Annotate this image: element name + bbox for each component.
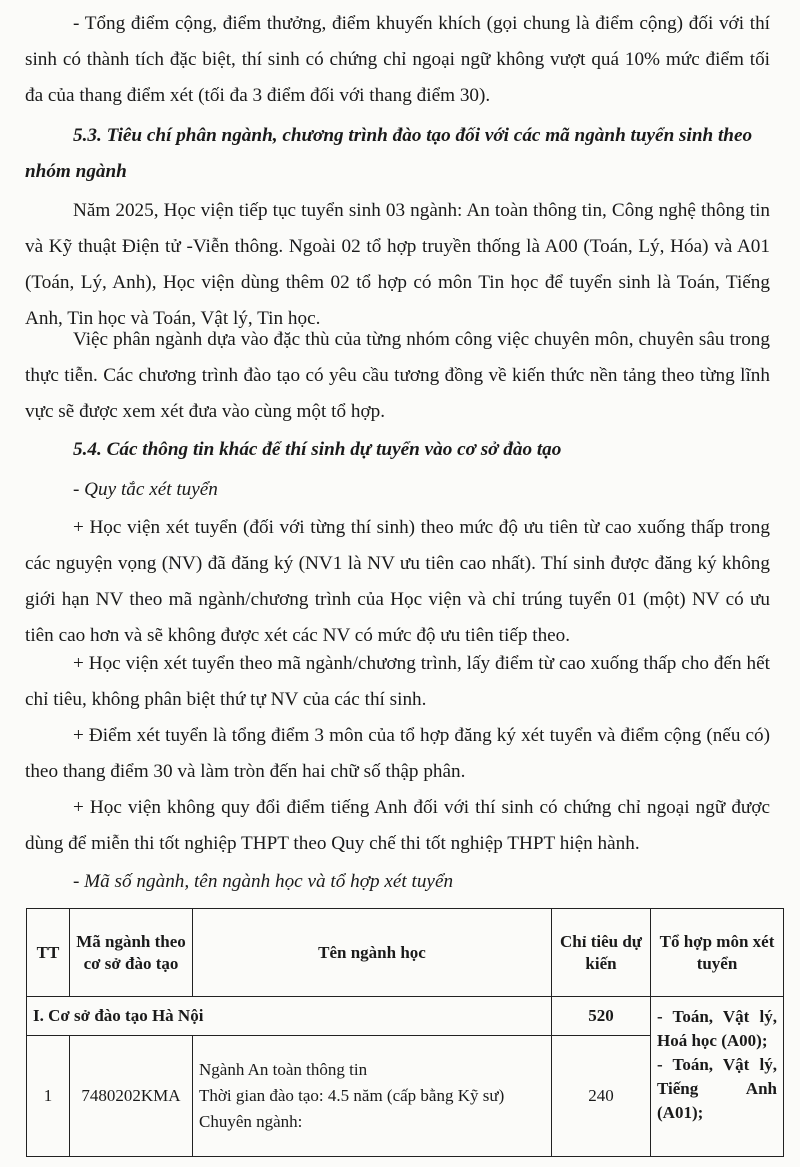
training-duration-line: Thời gian đào tạo: 4.5 năm (cấp bằng Kỹ sư) (199, 1086, 505, 1105)
header-tt: TT (27, 909, 70, 997)
header-quota: Chỉ tiêu dự kiến (552, 909, 651, 997)
rule-score-total: + Điểm xét tuyển là tổng điểm 3 môn của tổ hợp đăng ký xét tuyển và điểm cộng (nếu có) theo thang điểm 30 và làm tròn đến hai chữ số thập phân. (25, 725, 770, 782)
header-major-code: Mã ngành theo cơ sở đào tạo (70, 909, 193, 997)
row-major-name (193, 1036, 552, 1157)
rule-priority: + Học viện xét tuyển (đối với từng thí sinh) theo mức độ ưu tiên từ cao xuống thấp trong các nguyện vọng (NV) đã đăng ký (NV1 là NV ưu tiên cao nhất). Thí sinh được đăng ký không giới hạn NV theo mã ngành/chương trình của Học viện và chỉ trúng tuyển 01 (một) NV có ưu tiên cao hơn và sẽ không được xét các NV có mức độ ưu tiên tiếp theo. (25, 517, 770, 646)
header-major-name: Tên ngành học (193, 909, 552, 997)
majors-table (26, 908, 784, 1157)
section-label: I. Cơ sở đào tạo Hà Nội (27, 997, 552, 1036)
table-header-row (27, 909, 784, 997)
rule-english-conversion: + Học viện không quy đổi điểm tiếng Anh đối với thí sinh có chứng chỉ ngoại ngữ được dùng để miễn thi tốt nghiệp THPT theo Quy chế thi tốt nghiệp THPT hiện hành. (25, 797, 770, 854)
row-major-code: 7480202KMA (70, 1036, 193, 1157)
rule-by-major: + Học viện xét tuyển theo mã ngành/chương trình, lấy điểm từ cao xuống thấp cho đến hết chỉ tiêu, không phân biệt thứ tự NV của các thí sinh. (25, 653, 770, 710)
section-row-hanoi (27, 997, 784, 1036)
major-name-line: Ngành An toàn thông tin (199, 1060, 368, 1079)
header-subject-combination: Tổ hợp môn xét tuyển (651, 909, 784, 997)
row-quota: 240 (552, 1036, 651, 1157)
heading-5-3: 5.3. Tiêu chí phân ngành, chương trình đào tạo đối với các mã ngành tuyển sinh theo nhóm ngành (25, 125, 753, 182)
label-major-table: - Mã số ngành, tên ngành học và tổ hợp xét tuyển (73, 871, 454, 892)
subject-combination-cell (651, 997, 784, 1157)
combo-a00: - Toán, Vật lý, Hoá học (A00); (657, 1007, 777, 1050)
paragraph-major-division: Việc phân ngành dựa vào đặc thù của từng nhóm công việc chuyên môn, chuyên sâu trong thực tiễn. Các chương trình đào tạo có yêu cầu tương đồng về kiến thức nền tảng theo từng lĩnh vực sẽ được xem xét đưa vào cùng một tổ hợp. (25, 329, 770, 422)
paragraph-2025-admissions: Năm 2025, Học viện tiếp tục tuyển sinh 03 ngành: An toàn thông tin, Công nghệ thông tin và Kỹ thuật Điện tử -Viễn thông. Ngoài 02 tổ hợp truyền thống là A00 (Toán, Lý, Hóa) và A01 (Toán, Lý, Anh), Học viện dùng thêm 02 tổ hợp có môn Tin học để tuyển sinh là Toán, Tiếng Anh, Tin học và Toán, Vật lý, Tin học. (25, 200, 770, 329)
label-admission-rules: - Quy tắc xét tuyển (73, 479, 218, 500)
row-tt: 1 (27, 1036, 70, 1157)
paragraph-bonus-points: - Tổng điểm cộng, điểm thưởng, điểm khuyến khích (gọi chung là điểm cộng) đối với thí sinh có thành tích đặc biệt, thí sinh có chứng chỉ ngoại ngữ không vượt quá 10% mức điểm tối đa của thang điểm xét (tối đa 3 điểm đối với thang điểm 30). (25, 13, 770, 106)
section-quota: 520 (552, 997, 651, 1036)
combo-a01: - Toán, Vật lý, Tiếng Anh (A01); (657, 1055, 777, 1122)
specialization-line: Chuyên ngành: (199, 1112, 303, 1131)
heading-5-4: 5.4. Các thông tin khác để thí sinh dự tuyển vào cơ sở đào tạo (73, 439, 562, 460)
